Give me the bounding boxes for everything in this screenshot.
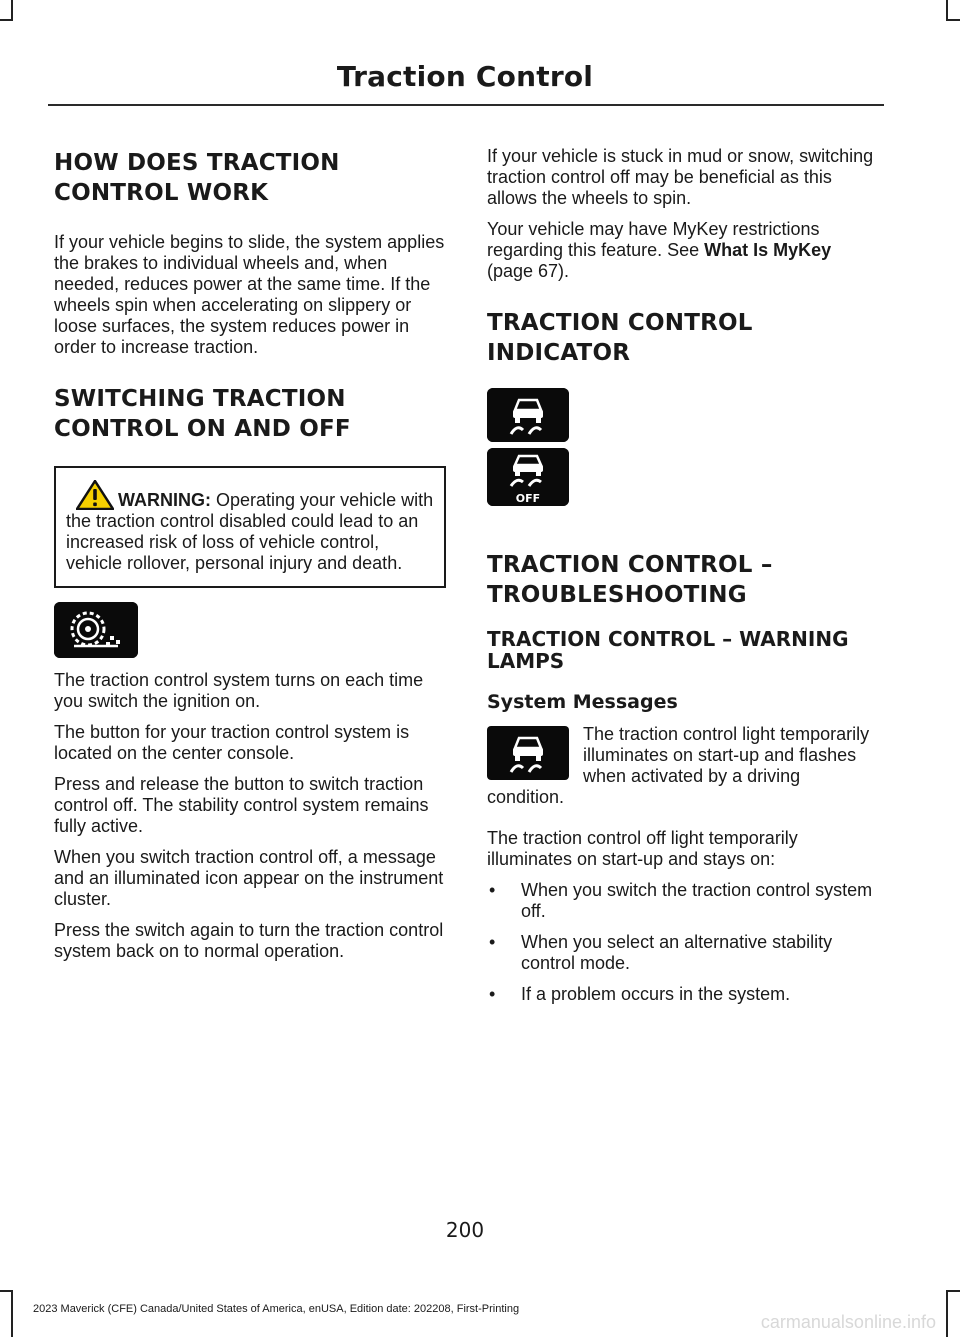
crop-mark-top-right-h — [946, 19, 960, 21]
switching-paragraph-5: Press the switch again to turn the traction control system back on to normal operation. — [54, 920, 444, 961]
page-number: 200 — [445, 1218, 485, 1242]
section-heading-how-it-works: HOW DOES TRACTION CONTROL WORK — [54, 150, 340, 206]
crop-mark-top-left-v — [11, 0, 13, 20]
traction-light-message: The traction control light temporarily illuminates on start-up and flashes when activated by a driving condition. — [487, 724, 870, 807]
switching-paragraph-1: The traction control system turns on each time you switch the ignition on. — [54, 670, 424, 711]
section-heading-indicator: TRACTION CONTROL INDICATOR — [487, 310, 753, 366]
traction-control-button-icon — [54, 602, 138, 658]
traction-control-light-icon — [487, 726, 569, 780]
traction-control-off-indicator-icon — [487, 448, 569, 506]
svg-text:OFF: OFF — [515, 492, 541, 505]
right-column — [487, 146, 879, 1015]
left-column — [54, 148, 446, 972]
traction-control-indicator-icon — [487, 388, 569, 442]
crop-mark-top-right-v — [946, 0, 948, 20]
warning-label: WARNING: — [118, 490, 211, 510]
crop-mark-bottom-left-h — [0, 1290, 13, 1292]
watermark: carmanualsonline.info — [760, 1312, 936, 1332]
how-it-works-text: If your vehicle begins to slide, the system applies the brakes to individual wheels and, when needed, reduces power at the same time. If the wheels spin when accelerating on slippery or loose surfaces, the system reduces power in order to increase traction. — [54, 232, 445, 357]
switching-paragraph-4: When you switch traction control off, a message and an illuminated icon appear on the instrument cluster. — [54, 847, 444, 909]
crop-mark-bottom-right-v — [946, 1290, 948, 1337]
system-message-block — [487, 724, 879, 828]
off-light-conditions-list — [487, 880, 879, 1005]
header-divider — [48, 104, 884, 106]
mykey-link[interactable]: What Is MyKey — [704, 240, 832, 260]
section-heading-troubleshooting: TRACTION CONTROL – TROUBLESHOOTING — [487, 552, 773, 608]
switching-paragraph-3: Press and release the button to switch traction control off. The stability control system remains fully active. — [54, 774, 429, 836]
subheading-system-messages: System Messages — [487, 691, 678, 713]
mykey-text: Your vehicle may have MyKey restrictions regarding this feature. See What Is MyKey (page 67). — [487, 219, 832, 281]
warning-triangle-icon — [76, 480, 114, 510]
list-item: • When you select an alternative stability control mode. — [489, 932, 833, 973]
crop-mark-bottom-left-v — [11, 1290, 13, 1337]
page-title: Traction Control — [336, 60, 594, 93]
section-heading-switching: SWITCHING TRACTION CONTROL ON AND OFF — [54, 386, 351, 442]
switching-paragraph-2: The button for your traction control system is located on the center console. — [54, 722, 410, 763]
warning-box — [54, 466, 446, 588]
list-item: • When you switch the traction control system off. — [489, 880, 873, 921]
subheading-warning-lamps: TRACTION CONTROL – WARNING LAMPS — [487, 627, 849, 673]
edition-info: 2023 Maverick (CFE) Canada/United States of America, enUSA, Edition date: 202208, First-Printing — [33, 1303, 520, 1315]
stuck-in-mud-text: If your vehicle is stuck in mud or snow, switching traction control off may be beneficial as this allows the wheels to spin. — [487, 146, 874, 208]
list-item: • If a problem occurs in the system. — [489, 984, 791, 1004]
crop-mark-bottom-right-h — [946, 1290, 960, 1292]
crop-mark-top-left-h — [0, 19, 13, 21]
warning-text: Operating your vehicle with the traction control disabled could lead to an increased risk of loss of vehicle control, vehicle rollover, personal injury and death. — [66, 490, 434, 573]
traction-off-light-message: The traction control off light temporarily illuminates on start-up and stays on: — [487, 828, 798, 869]
